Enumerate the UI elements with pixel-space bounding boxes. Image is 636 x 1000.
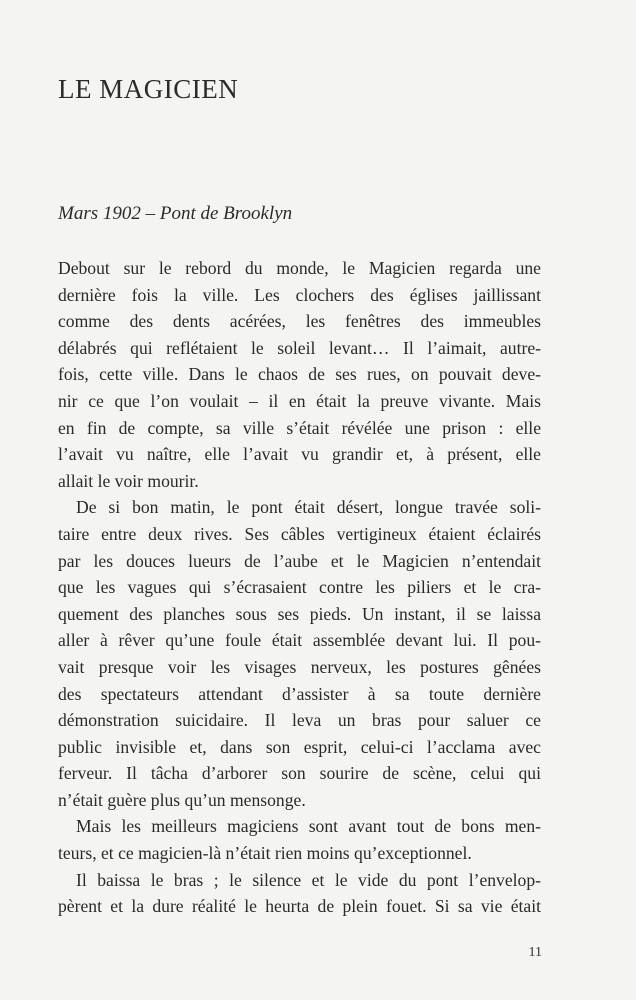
text-line: Il baissa le bras ; le silence et le vide du pont l’envelop- <box>76 869 541 890</box>
text-line: quement des planches sous ses pieds. Un instant, il se laissa <box>58 603 541 624</box>
text-line: des spectateurs attendant d’assister à sa toute dernière <box>58 683 541 704</box>
text-line: pèrent et la dure réalité le heurta de plein fouet. Si sa vie était <box>58 896 541 917</box>
chapter-title: LE MAGICIEN <box>58 74 239 104</box>
text-line: teurs, et ce magicien-là n’était rien moins qu’exceptionnel. <box>58 843 472 864</box>
text-line: taire entre deux rives. Ses câbles vertigineux étaient éclairés <box>58 523 541 544</box>
text-line: délabrés qui reflétaient le soleil levant… Il l’aimait, autre- <box>58 337 541 358</box>
text-line: comme des dents acérées, les fenêtres des immeubles <box>58 311 541 332</box>
text-line: aller à rêver qu’une foule était assemblée devant lui. Il pou- <box>58 630 541 651</box>
text-line: dernière fois la ville. Les clochers des églises jaillissant <box>58 284 541 305</box>
text-line: en fin de compte, sa ville s’était révélée une prison : elle <box>58 417 541 438</box>
text-line: public invisible et, dans son esprit, celui-ci l’acclama avec <box>58 736 541 757</box>
text-line: De si bon matin, le pont était désert, longue travée soli- <box>76 497 541 518</box>
text-line: démonstration suicidaire. Il leva un bras pour saluer ce <box>58 710 541 731</box>
text-line: que les vagues qui s’écrasaient contre les piliers et le cra- <box>58 577 541 598</box>
chapter-dateline: Mars 1902 – Pont de Brooklyn <box>58 203 293 224</box>
text-line: ferveur. Il tâcha d’arborer son sourire de scène, celui qui <box>58 763 541 784</box>
text-line: nir ce que l’on voulait – il en était la preuve vivante. Mais <box>58 390 541 411</box>
text-line: n’était guère plus qu’un mensonge. <box>58 789 306 810</box>
text-line: par les douces lueurs de l’aube et le Magicien n’entendait <box>58 550 541 571</box>
text-line: Mais les meilleurs magiciens sont avant tout de bons men- <box>76 816 541 837</box>
text-line: vait presque voir les visages nerveux, les postures gênées <box>58 656 541 677</box>
page-number: 11 <box>528 945 542 960</box>
text-line: allait le voir mourir. <box>58 470 199 491</box>
text-line: fois, cette ville. Dans le chaos de ses rues, on pouvait deve- <box>58 364 541 385</box>
body-text <box>58 255 541 920</box>
text-line: Debout sur le rebord du monde, le Magicien regarda une <box>58 258 541 278</box>
text-line: l’avait vu naître, elle l’avait vu grandir et, à présent, elle <box>58 444 541 465</box>
